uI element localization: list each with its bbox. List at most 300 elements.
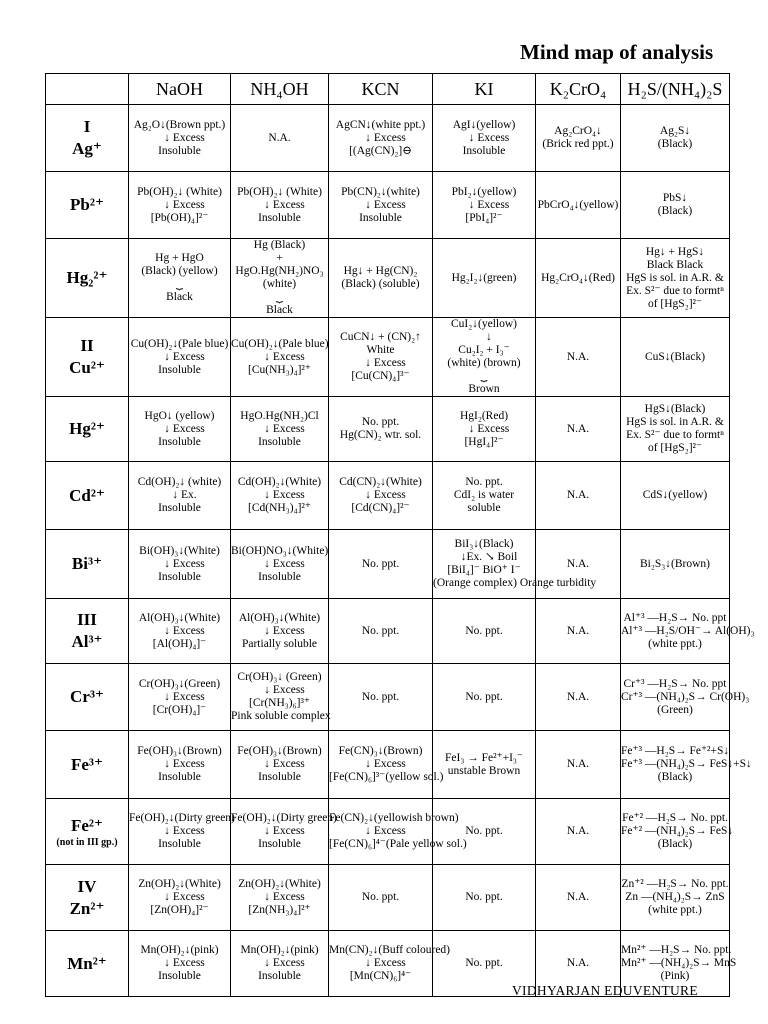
- ion-label: Bi³⁺: [71, 554, 103, 573]
- reaction-line: ↓ Excess: [164, 131, 205, 144]
- reaction-line: Mn²⁺ —(NH₄)₂S→ MnS: [621, 957, 737, 969]
- footer-credit: VIDHYARJAN EDUVENTURE: [512, 983, 698, 998]
- reaction-cell: [433, 664, 536, 731]
- reaction-line: ⏟: [480, 370, 488, 382]
- ion-cell: [46, 397, 129, 462]
- reaction-line: ↓ Excess: [264, 825, 305, 837]
- ion-label: II: [80, 336, 94, 355]
- page-title: Mind map of analysis: [520, 40, 714, 64]
- reaction-line: Insoluble: [158, 970, 201, 982]
- reaction-cell: [621, 462, 730, 530]
- reaction-cell: [433, 105, 536, 172]
- ion-label: Hg₂²⁺: [66, 268, 108, 287]
- reaction-line: (white): [262, 278, 297, 290]
- reaction-line: ↓ Excess: [264, 624, 305, 637]
- reaction-line: Cu(OH)₂↓(Pale blue): [130, 337, 229, 350]
- reaction-line: Ag₂CrO₄↓: [554, 125, 602, 137]
- ion-label: Fe²⁺: [71, 815, 103, 835]
- reaction-line: (Black): [657, 838, 693, 850]
- reaction-cell: [329, 799, 467, 865]
- reaction-cell: [536, 397, 621, 462]
- reaction-cell: [433, 239, 536, 318]
- reaction-line: Cr(OH)₃↓(Green): [138, 677, 221, 690]
- reaction-line: Insoluble: [158, 363, 201, 376]
- reaction-line: ↓: [486, 331, 492, 343]
- reaction-cell: [621, 530, 730, 599]
- reaction-line: [Cd(CN)₄]²⁻: [351, 502, 410, 514]
- reaction-cell: [536, 731, 621, 799]
- reaction-cell: [433, 172, 536, 239]
- reaction-line: ↓ Excess: [164, 198, 205, 211]
- reaction-line: [Pb(OH)₄]²⁻: [150, 211, 209, 224]
- reaction-cell: [329, 865, 433, 931]
- reaction-line: Zn(OH)₂↓(White): [138, 878, 221, 890]
- reaction-line: Pb(OH)₂↓ (White): [137, 185, 222, 198]
- reaction-line: ↓ Excess: [365, 957, 406, 969]
- ion-label: Hg²⁺: [69, 419, 105, 438]
- header-cell: H₂S/(NH₄)₂S: [621, 74, 730, 105]
- ion-cell: [46, 865, 129, 931]
- reaction-line: [Cr(NH₃)₆]³⁺: [249, 697, 310, 709]
- header-row: [46, 74, 730, 105]
- reaction-line: Insoluble: [158, 771, 201, 783]
- reaction-line: Bi(OH)NO₃↓(White): [231, 544, 329, 557]
- reaction-line: Al(OH)₃↓(White): [138, 611, 221, 624]
- reaction-cell: [329, 530, 433, 599]
- reaction-line: Cu(OH)₂↓(Pale blue): [231, 337, 329, 350]
- reaction-line: [Fe(CN)₆]⁴⁻(Pale yellow sol.): [329, 838, 467, 850]
- reaction-line: Insoluble: [462, 144, 506, 157]
- reaction-cell: [621, 105, 730, 172]
- reaction-line: [Mn(CN)₆]⁴⁻: [349, 970, 412, 982]
- reaction-cell: [621, 664, 750, 731]
- ion-label: Mn²⁺: [67, 953, 107, 973]
- reaction-cell: [129, 599, 231, 664]
- reaction-line: Fe⁺³ —(NH₄)₂S→ FeS↓+S↓: [621, 758, 752, 770]
- reaction-cell: [329, 731, 444, 799]
- reaction-cell: [433, 599, 536, 664]
- reaction-line: Brown: [468, 383, 500, 395]
- reaction-cell: [129, 799, 235, 865]
- reaction-line: Black Black: [646, 258, 704, 271]
- reaction-line: ↓ Excess: [264, 957, 305, 969]
- reaction-line: FeI₃ → Fe²⁺+I₃⁻: [444, 751, 523, 764]
- reaction-cell: [231, 172, 329, 239]
- reaction-cell: [231, 731, 329, 799]
- reaction-line: [Cr(OH)₄]⁻: [152, 703, 207, 716]
- reaction-cell: [536, 799, 621, 865]
- reaction-cell: [433, 865, 536, 931]
- reaction-line: [(Ag(CN)₂]⊖: [349, 144, 412, 157]
- reaction-line: CdS↓(yellow): [642, 489, 708, 501]
- reaction-line: Al⁺³ —H₂S/OH⁻→ Al(OH)₃: [621, 624, 755, 637]
- reaction-line: [HgI₄]²⁻: [464, 435, 504, 448]
- reaction-line: ↓ Excess: [264, 891, 305, 903]
- reaction-line: HgO↓ (yellow): [144, 409, 215, 422]
- reaction-line: soluble: [467, 502, 501, 514]
- reaction-line: HgS is sol. in A.R. &: [626, 416, 724, 428]
- reaction-line: N.A.: [566, 825, 590, 837]
- reaction-line: No. ppt.: [465, 891, 503, 903]
- reaction-line: Fe(CN)₂↓(yellowish brown): [329, 812, 459, 824]
- reaction-cell: [231, 462, 329, 530]
- analysis-table: [45, 73, 755, 997]
- reaction-cell: [433, 397, 536, 462]
- reaction-line: Mn²⁺ —H₂S→ No. ppt.: [621, 944, 732, 956]
- reaction-line: N.A.: [566, 624, 590, 637]
- ion-label: III: [77, 610, 97, 629]
- table-row: [46, 664, 730, 731]
- reaction-cell: [231, 239, 329, 318]
- reaction-cell: [433, 462, 536, 530]
- reaction-cell: [231, 530, 329, 599]
- header-cell: [46, 74, 129, 105]
- reaction-line: ↓ Excess: [365, 198, 406, 211]
- reaction-line: Hg↓ + HgS↓: [645, 245, 705, 258]
- reaction-line: Cd(CN)₂↓(White): [339, 476, 422, 488]
- reaction-line: Insoluble: [258, 970, 301, 982]
- ion-label: IV: [77, 876, 97, 896]
- reaction-cell: [231, 599, 329, 664]
- reaction-cell: [536, 599, 621, 664]
- reaction-line: Al(OH)₃↓(White): [238, 611, 321, 624]
- reaction-line: Pb(CN)₂↓(white): [341, 185, 420, 198]
- reaction-cell: [231, 318, 329, 397]
- reaction-line: Al⁺³ —H₂S→ No. ppt: [623, 611, 727, 624]
- reaction-line: Cr(OH)₃↓ (Green): [237, 671, 322, 683]
- reaction-line: (Black) (soluble): [341, 278, 420, 290]
- reaction-line: ↓ Excess: [468, 198, 510, 211]
- reaction-line: (Black): [657, 771, 693, 783]
- reaction-cell: [433, 318, 536, 397]
- reaction-line: Mn(OH)₂↓(pink): [240, 944, 319, 956]
- ion-cell: [46, 172, 129, 239]
- reaction-line: Black: [266, 304, 293, 316]
- reaction-line: (Orange complex) Orange turbidity: [433, 577, 597, 589]
- reaction-cell: [231, 105, 329, 172]
- reaction-cell: [129, 105, 231, 172]
- ion-label: Fe³⁺: [71, 754, 103, 774]
- reaction-line: No. ppt.: [465, 825, 503, 837]
- reaction-line: (white) (brown): [447, 357, 521, 369]
- ion-cell: [46, 799, 129, 865]
- ion-label: Cd²⁺: [69, 485, 105, 505]
- reaction-line: ↓ Excess: [365, 758, 406, 770]
- reaction-line: ↓ Excess: [264, 422, 305, 435]
- ion-cell: [46, 239, 129, 318]
- reaction-line: ↓ Excess: [264, 489, 305, 501]
- reaction-line: Insoluble: [158, 838, 201, 850]
- reaction-line: ↓ Excess: [164, 690, 205, 703]
- reaction-cell: [536, 172, 621, 239]
- reaction-cell: [129, 731, 231, 799]
- reaction-line: Ag₂O↓(Brown ppt.): [133, 118, 226, 131]
- table-row: [46, 530, 730, 599]
- reaction-cell: [129, 931, 231, 997]
- reaction-line: PbCrO₄↓(yellow): [537, 198, 619, 211]
- reaction-line: Fe(CN)₃↓(Brown): [338, 745, 423, 757]
- reaction-cell: [329, 931, 451, 997]
- reaction-line: Fe(OH)₃↓(Brown): [237, 745, 322, 757]
- reaction-cell: [329, 172, 433, 239]
- reaction-line: [Cd(NH₃)₄]²⁺: [248, 502, 311, 514]
- reaction-line: N.A.: [566, 557, 590, 570]
- reaction-cell: [129, 865, 231, 931]
- reaction-line: AgI↓(yellow): [452, 118, 516, 131]
- reaction-cell: [329, 318, 433, 397]
- reaction-line: Ex. S²⁻ due to formtⁿ: [626, 429, 724, 441]
- reaction-line: ↓ Excess: [365, 131, 406, 144]
- table-row: [46, 172, 730, 239]
- reaction-cell: [621, 397, 730, 462]
- ion-note: (not in III gp.): [56, 836, 118, 848]
- reaction-line: (white ppt.): [648, 904, 702, 916]
- reaction-line: Insoluble: [258, 435, 301, 448]
- reaction-line: ↓Ex. ↘ Boil: [460, 551, 518, 563]
- reaction-line: ↓ Excess: [264, 684, 305, 696]
- reaction-line: Cr⁺³ —(NH₄)₂S→ Cr(OH)₃: [621, 690, 750, 703]
- reaction-line: No. ppt.: [465, 690, 503, 703]
- reaction-line: Zn⁺² —H₂S→ No. ppt.: [621, 878, 729, 890]
- reaction-line: ↓ Excess: [365, 357, 406, 369]
- reaction-line: ↓ Excess: [164, 758, 205, 770]
- reaction-line: Hg₂I₂↓(green): [451, 271, 517, 284]
- reaction-cell: [129, 318, 231, 397]
- reaction-line: Fe(OH)₃↓(Brown): [137, 745, 222, 757]
- reaction-line: unstable Brown: [447, 764, 521, 777]
- table-row: [46, 462, 730, 530]
- reaction-line: No. ppt.: [361, 416, 400, 428]
- reaction-line: Fe(OH)₂↓(Dirty green): [129, 812, 235, 824]
- reaction-line: of [HgS₂]²⁻: [647, 297, 703, 310]
- reaction-line: Insoluble: [158, 144, 201, 157]
- reaction-line: HgS↓(Black): [644, 403, 706, 415]
- reaction-line: Insoluble: [359, 211, 402, 224]
- reaction-line: Mn(OH)₂↓(pink): [140, 944, 219, 956]
- reaction-line: Ag₂S↓: [659, 125, 691, 137]
- reaction-cell: [129, 462, 231, 530]
- reaction-line: ↓ Excess: [264, 198, 305, 211]
- ion-cell: [46, 530, 129, 599]
- reaction-line: [Cu(NH₃)₄]²⁺: [248, 363, 311, 376]
- reaction-line: White: [366, 344, 395, 356]
- reaction-line: Pb(OH)₂↓ (White): [237, 185, 322, 198]
- reaction-line: Hg + HgO: [155, 252, 204, 264]
- reaction-line: of [HgS₂]²⁻: [647, 442, 703, 454]
- reaction-cell: [433, 799, 536, 865]
- reaction-line: Hg₂CrO₄↓(Red): [541, 271, 615, 284]
- reaction-line: Black: [166, 291, 193, 303]
- reaction-line: ↓ Excess: [164, 422, 205, 435]
- reaction-line: No. ppt.: [361, 690, 400, 703]
- header-cell: K₂CrO₄: [536, 74, 621, 105]
- reaction-line: [PbI₄]²⁻: [465, 211, 503, 224]
- ion-label: Pb²⁺: [70, 195, 104, 214]
- reaction-line: ↓ Excess: [164, 624, 205, 637]
- reaction-line: Mn(CN)₂↓(Buff coloured): [329, 944, 451, 956]
- ion-cell: [46, 931, 129, 997]
- reaction-line: No. ppt.: [361, 891, 400, 903]
- reaction-line: ↓ Excess: [468, 422, 510, 435]
- reaction-line: ↓ Ex.: [172, 489, 197, 501]
- reaction-line: Cd(OH)₂↓ (white): [137, 476, 222, 488]
- reaction-line: HgO.Hg(NH₂)Cl: [240, 409, 319, 422]
- reaction-line: HgO.Hg(NH₂)NO₃: [235, 265, 324, 277]
- reaction-line: Ex. S²⁻ due to formtⁿ: [626, 284, 724, 297]
- ion-label: Cr³⁺: [70, 687, 104, 706]
- reaction-line: N.A.: [566, 690, 590, 703]
- reaction-line: Insoluble: [258, 838, 301, 850]
- reaction-line: N.A.: [566, 891, 590, 903]
- reaction-line: Fe⁺² —H₂S→ No. ppt.: [622, 812, 728, 824]
- header-cell: NH₄OH: [231, 74, 329, 105]
- reaction-line: Zn —(NH₄)₂S→ ZnS: [625, 891, 725, 903]
- reaction-cell: [329, 664, 433, 731]
- reaction-cell: [231, 397, 329, 462]
- reaction-line: HgS is sol. in A.R. &: [626, 271, 724, 284]
- reaction-line: ↓ Excess: [164, 350, 205, 363]
- reaction-line: Insoluble: [158, 502, 201, 514]
- reaction-line: (Black): [657, 138, 693, 150]
- ion-cell: [46, 599, 129, 664]
- reaction-line: No. ppt.: [465, 624, 503, 637]
- ion-cell: [46, 664, 129, 731]
- reaction-line: ↓ Excess: [164, 557, 205, 570]
- reaction-line: Fe(OH)₂↓(Dirty green): [231, 812, 337, 824]
- reaction-line: Partially soluble: [241, 637, 318, 650]
- reaction-line: Zn(OH)₂↓(White): [238, 878, 321, 890]
- ion-cell: [46, 318, 129, 397]
- reaction-cell: [621, 865, 730, 931]
- reaction-cell: [621, 731, 752, 799]
- reaction-line: BiI₃↓(Black): [454, 538, 514, 550]
- reaction-cell: [433, 731, 536, 799]
- reaction-line: ↓ Excess: [164, 825, 205, 837]
- reaction-line: Insoluble: [258, 771, 301, 783]
- ion-label: Al³⁺: [71, 632, 103, 651]
- table-body: [46, 105, 755, 997]
- reaction-line: No. ppt.: [465, 476, 503, 488]
- reaction-line: PbI₂↓(yellow): [451, 185, 517, 198]
- reaction-line: Hg↓ + Hg(CN)₂: [343, 265, 418, 277]
- header-cell: KI: [433, 74, 536, 105]
- reaction-line: +: [276, 252, 283, 264]
- reaction-cell: [536, 105, 621, 172]
- reaction-line: Cr⁺³ —H₂S→ No. ppt: [623, 677, 727, 690]
- reaction-cell: [621, 239, 730, 318]
- reaction-line: HgI₂(Red): [459, 409, 509, 422]
- reaction-line: (white ppt.): [648, 637, 702, 650]
- reaction-cell: [536, 462, 621, 530]
- reaction-line: (Brick red ppt.): [542, 138, 614, 150]
- reaction-cell: [621, 599, 755, 664]
- reaction-line: ↓ Excess: [468, 131, 510, 144]
- reaction-line: [Fe(CN)₆]³⁻(yellow sol.): [329, 771, 444, 783]
- table-row: [46, 731, 730, 799]
- reaction-line: Hg (Black): [253, 239, 306, 251]
- reaction-line: CuCN↓ + (CN)₂↑: [340, 331, 421, 343]
- reaction-line: ⏟: [176, 278, 183, 290]
- reaction-line: Bi₂S₃↓(Brown): [640, 557, 710, 570]
- ion-cell: [46, 731, 129, 799]
- reaction-line: ↓ Excess: [164, 957, 205, 969]
- reaction-line: N.A.: [566, 422, 590, 435]
- reaction-line: Hg(CN)₂ wtr. sol.: [339, 429, 422, 441]
- reaction-cell: [129, 397, 231, 462]
- reaction-line: [Zn(OH)₄]²⁻: [150, 904, 209, 916]
- table-row: [46, 865, 730, 931]
- reaction-line: [BiI₄]⁻ BiO⁺ I⁻: [447, 564, 521, 576]
- reaction-cell: [329, 397, 433, 462]
- reaction-line: ↓ Excess: [264, 557, 305, 570]
- reaction-cell: [129, 530, 231, 599]
- table-row: [46, 318, 730, 397]
- reaction-cell: [536, 664, 621, 731]
- reaction-line: No. ppt.: [361, 624, 400, 637]
- reaction-line: AgCN↓(white ppt.): [335, 118, 426, 131]
- table-row: [46, 599, 730, 664]
- reaction-line: Fe⁺² —(NH₄)₂S→ FeS↓: [621, 825, 734, 837]
- reaction-line: No. ppt.: [465, 957, 503, 969]
- reaction-cell: [129, 664, 231, 731]
- reaction-line: Bi(OH)₃↓(White): [139, 544, 220, 557]
- reaction-line: (Pink): [660, 970, 690, 982]
- reaction-line: CuI₂↓(yellow): [451, 318, 517, 330]
- ion-cell: [46, 462, 129, 530]
- ion-label: I: [83, 117, 91, 136]
- reaction-line: CuS↓(Black): [644, 350, 706, 363]
- ion-label: Ag⁺: [72, 139, 102, 158]
- reaction-line: (Black): [657, 205, 693, 217]
- reaction-cell: [231, 664, 329, 731]
- reaction-line: (Black) (yellow): [141, 265, 218, 277]
- reaction-line: ↓ Excess: [365, 489, 406, 501]
- reaction-line: Cu₂I₂ + I₃⁻: [458, 344, 510, 356]
- reaction-line: CdI₂ is water: [453, 489, 515, 501]
- reaction-line: N.A.: [268, 131, 291, 144]
- ion-label: Zn²⁺: [69, 898, 105, 918]
- header-cell: NaOH: [129, 74, 231, 105]
- reaction-line: [Cu(CN)₄]³⁻: [351, 370, 410, 382]
- reaction-cell: [621, 318, 730, 397]
- reaction-line: ⏟: [276, 291, 283, 303]
- reaction-line: Insoluble: [158, 435, 201, 448]
- reaction-line: ↓ Excess: [365, 825, 406, 837]
- table-row: [46, 239, 730, 318]
- table-row: [46, 799, 730, 865]
- header-cell: KCN: [329, 74, 433, 105]
- table-row: [46, 397, 730, 462]
- reaction-cell: [621, 172, 730, 239]
- reaction-line: [Zn(NH₃)₄]²⁺: [248, 904, 311, 916]
- reaction-line: Insoluble: [258, 211, 301, 224]
- reaction-line: Cd(OH)₂↓(White): [237, 476, 322, 488]
- reaction-cell: [329, 239, 433, 318]
- reaction-line: (Green): [657, 703, 693, 716]
- reaction-cell: [329, 462, 433, 530]
- ion-cell: [46, 105, 129, 172]
- reaction-line: ↓ Excess: [264, 350, 305, 363]
- reaction-line: N.A.: [566, 350, 590, 363]
- reaction-cell: [536, 318, 621, 397]
- reaction-line: [Al(OH)₄]⁻: [152, 637, 207, 650]
- reaction-line: Insoluble: [158, 570, 201, 583]
- reaction-line: ↓ Excess: [164, 891, 205, 903]
- reaction-line: Fe⁺³ —H₂S→ Fe⁺²+S↓: [621, 745, 730, 757]
- reaction-line: PbS↓: [662, 192, 688, 204]
- reaction-line: Pink soluble complex: [231, 710, 331, 722]
- reaction-cell: [231, 931, 329, 997]
